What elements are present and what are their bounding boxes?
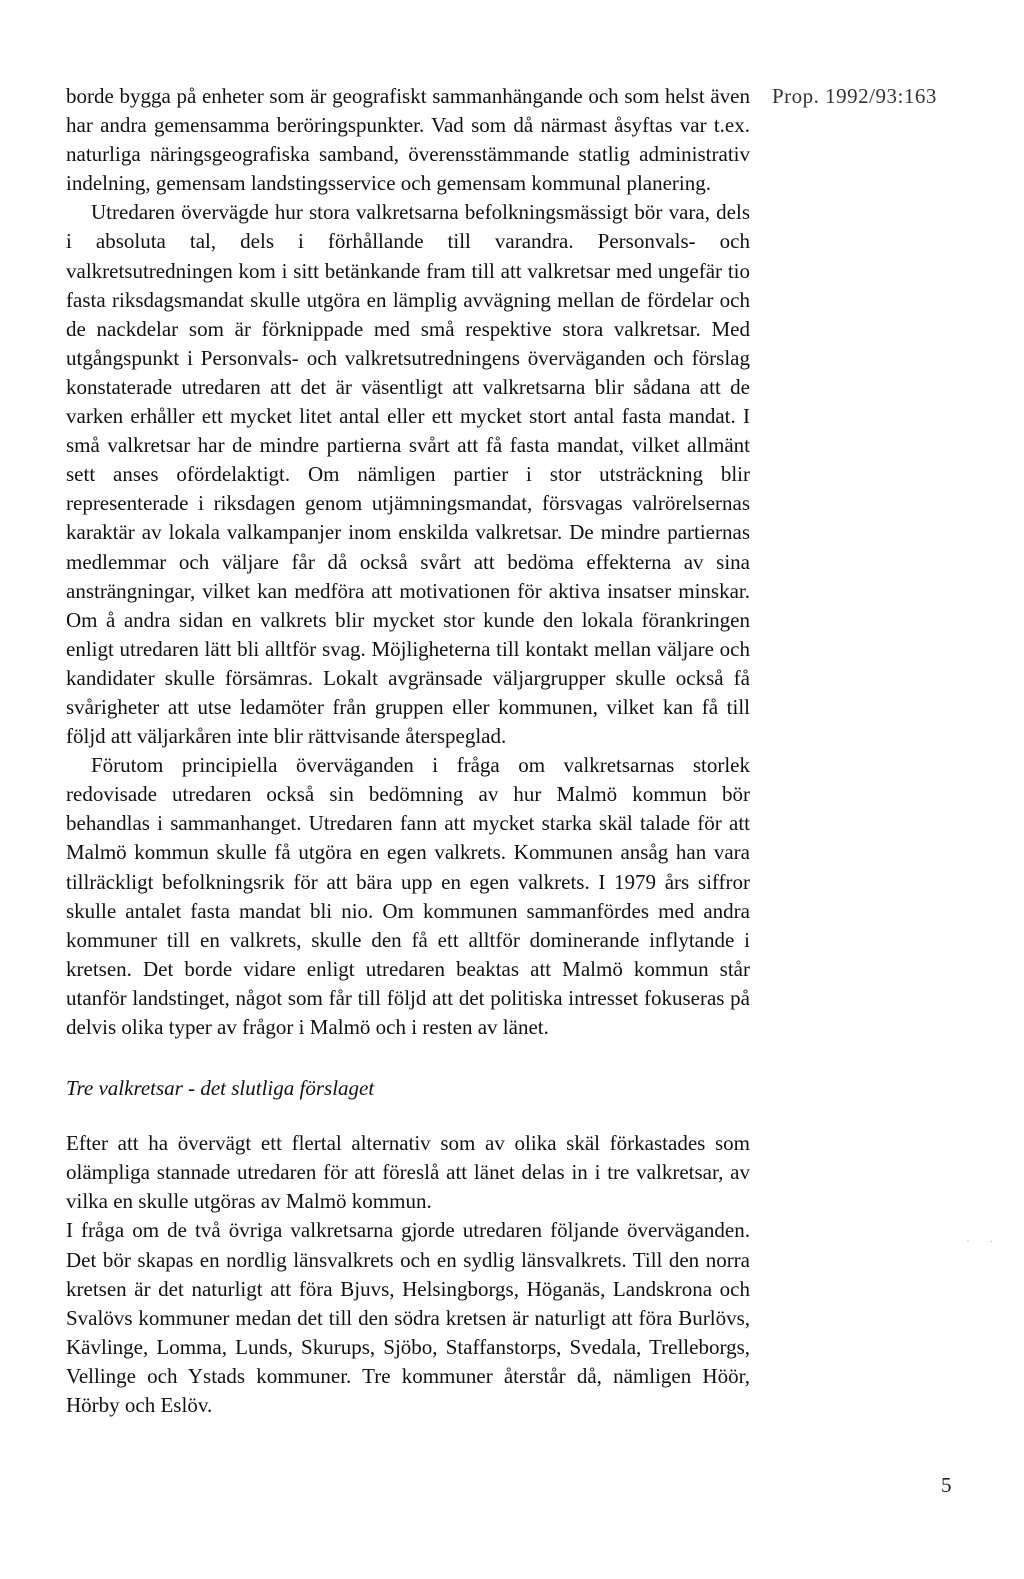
paragraph: Förutom principiella överväganden i fråga om valkretsarnas storlek redovisade utredaren också sin bedömning av hur Malmö kommun bör behandlas i sammanhanget. Utredaren fann att mycket starka skäl talade för att Malmö kommun skulle få utgöra en egen valkrets. Kommunen ansåg han vara tillräckligt befolkningsrik för att bära upp en egen valkrets. I 1979 års siffror skulle antalet fasta mandat bli nio. Om kommunen sammanfördes med andra kommuner till en valkrets, skulle den få ett alltför dominerande inflytande i kretsen. Det borde vidare enligt utredaren beaktas att Malmö kommun står utanför landstinget, något som får till följd att det politiska intresset fokuseras på delvis olika typer av frågor i Malmö och i resten av länet.: [66, 753, 750, 1039]
section-heading: Tre valkretsar - det slutliga förslaget: [66, 1076, 375, 1101]
page-reference: Prop. 1992/93:163: [772, 84, 937, 108]
stray-mark: · ·: [966, 1234, 1001, 1248]
paragraph: borde bygga på enheter som är geografiskt sammanhängande och som helst även har andra gemensamma beröringspunkter. Vad som då närmast åsyftas var t.ex. naturliga näringsgeografiska samband, överensstämmande statlig administrativ indelning, gemensam landstingsservice och gemensam kommunal planering.: [66, 84, 750, 196]
text-column: [66, 82, 750, 1420]
paragraph: I fråga om de två övriga valkretsarna gjorde utredaren följande överväganden. Det bör skapas en nordlig länsvalkrets och en sydlig länsvalkrets. Till den norra kretsen är det naturligt att föra Bjuvs, Helsingborgs, Höganäs, Landskrona och Svalövs kommuner medan det till den södra kretsen är naturligt att föra Burlövs, Kävlinge, Lomma, Lunds, Skurups, Sjöbo, Staffanstorps, Svedala, Trelleborgs, Vellinge och Ystads kommuner. Tre kommuner återstår då, nämligen Höör, Hörby och Eslöv.: [66, 1218, 750, 1418]
paragraph: Utredaren övervägde hur stora valkretsarna befolkningsmässigt bör vara, dels i absoluta tal, dels i förhållande till varandra. Personvals- och valkretsutredningen kom i sitt betänkande fram till att valkretsar med ungefär tio fasta riksdagsmandat skulle utgöra en lämplig avvägning mellan de fördelar och de nackdelar som är förknippade med små respektive stora valkretsar. Med utgångspunkt i Personvals- och valkretsutredningens överväganden och förslag konstaterade utredaren att det är väsentligt att valkretsarna blir sådana att de varken erhåller ett mycket litet antal eller ett mycket stort antal fasta mandat. I små valkretsar har de mindre partierna svårt att få fasta mandat, vilket allmänt sett anses ofördelaktigt. Om nämligen partier i stor utsträckning blir representerade i riksdagen genom utjämningsmandat, försvagas valrörelsernas karaktär av lokala valkampanjer inom enskilda valkretsar. De mindre partiernas medlemmar och väljare får då också svårt att bedöma effekterna av sina ansträngningar, vilket kan medföra att motivationen för aktiva insatser minskar. Om å andra sidan en valkrets blir mycket stor kunde den lokala förankringen enligt utredaren lätt bli alltför svag. Möjligheterna till kontakt mellan väljare och kandidater skulle försämras. Lokalt avgränsade väljargrupper skulle också få svårigheter att utse ledamöter från gruppen eller kommunen, vilket kan få till följd att väljarkåren inte blir rättvisande återspeglad.: [66, 200, 750, 749]
page-number: 5: [941, 1473, 952, 1497]
paragraph: Efter att ha övervägt ett flertal alternativ som av olika skäl förkastades som olämpliga stannade utredaren för att föreslå att länet delas in i tre valkretsar, av vilka en skulle utgöras av Malmö kommun.: [66, 1131, 750, 1214]
